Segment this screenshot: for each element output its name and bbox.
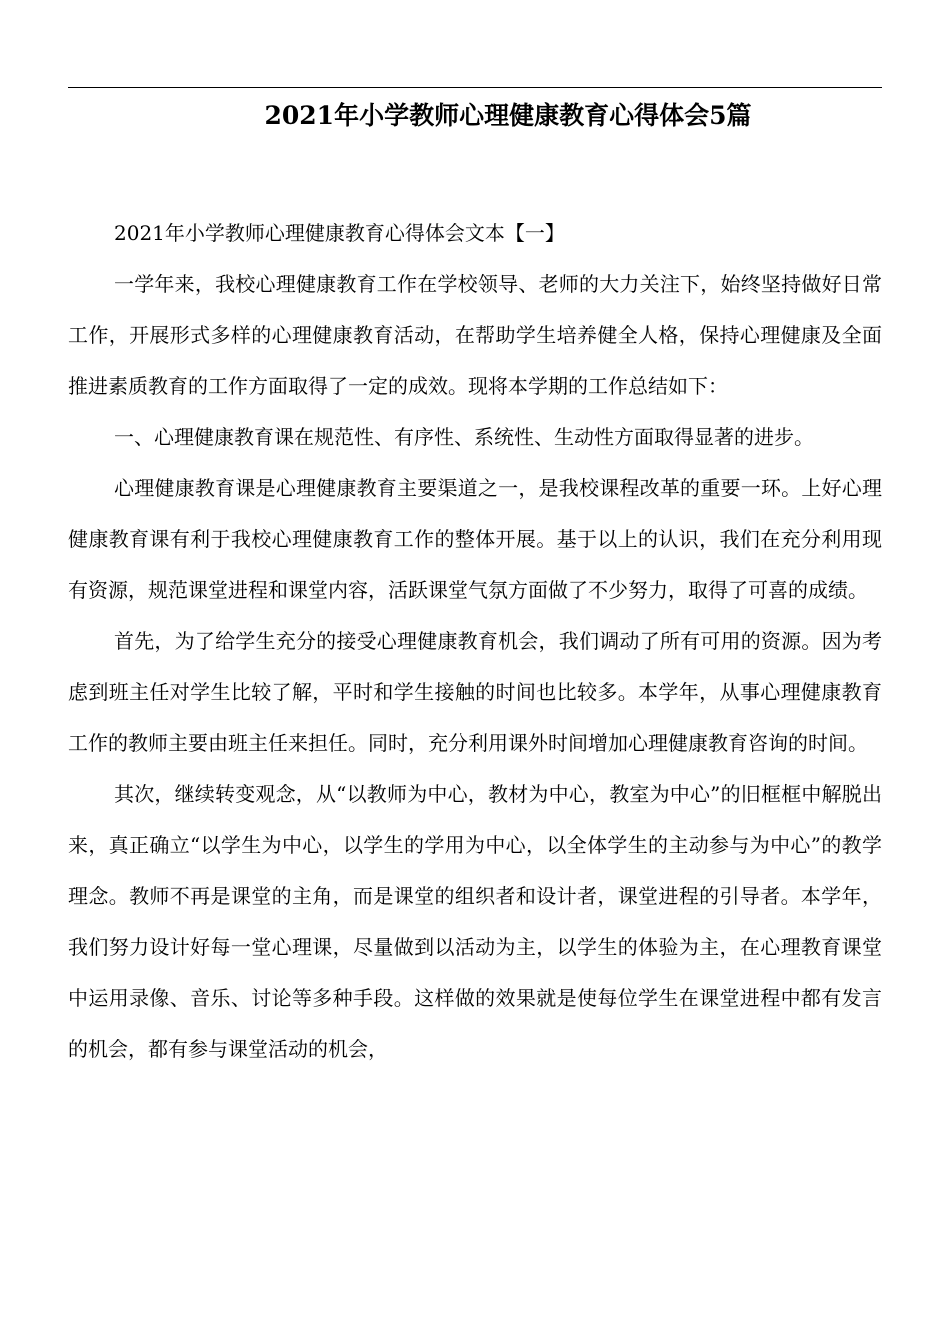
paragraph-3: 心理健康教育课是心理健康教育主要渠道之一，是我校课程改革的重要一环。上好心理健康教育课有利于我校心理健康教育工作的整体开展。基于以上的认识，我们在充分利用现有资源，规范课堂进程和课堂内容，活跃课堂气氛方面做了不少努力，取得了可喜的成绩。 xyxy=(68,476,882,602)
section-heading: 2021年小学教师心理健康教育心得体会文本【一】 xyxy=(114,221,565,245)
document-body xyxy=(68,208,882,1075)
document-title: 2021年小学教师心理健康教育心得体会5篇 xyxy=(264,101,752,130)
paragraph-4: 首先，为了给学生充分的接受心理健康教育机会，我们调动了所有可用的资源。因为考虑到班主任对学生比较了解，平时和学生接触的时间也比较多。本学年，从事心理健康教育工作的教师主要由班主任来担任。同时，充分利用课外时间增加心理健康教育咨询的时间。 xyxy=(68,629,882,755)
paragraph-5: 其次，继续转变观念，从“以教师为中心，教材为中心，教室为中心”的旧框框中解脱出来，真正确立“以学生为中心，以学生的学用为中心，以全体学生的主动参与为中心”的教学理念。教师不再是课堂的主角，而是课堂的组织者和设计者，课堂进程的引导者。本学年，我们努力设计好每一堂心理课，尽量做到以活动为主，以学生的体验为主，在心理教育课堂中运用录像、音乐、讨论等多种手段。这样做的效果就是使每位学生在课堂进程中都有发言的机会，都有参与课堂活动的机会， xyxy=(68,782,882,1061)
paragraph-1: 一学年来，我校心理健康教育工作在学校领导、老师的大力关注下，始终坚持做好日常工作，开展形式多样的心理健康教育活动，在帮助学生培养健全人格，保持心理健康及全面推进素质教育的工作方面取得了一定的成效。现将本学期的工作总结如下： xyxy=(68,272,882,398)
header-rule xyxy=(68,87,882,88)
paragraph-2: 一、心理健康教育课在规范性、有序性、系统性、生动性方面取得显著的进步。 xyxy=(114,425,814,449)
